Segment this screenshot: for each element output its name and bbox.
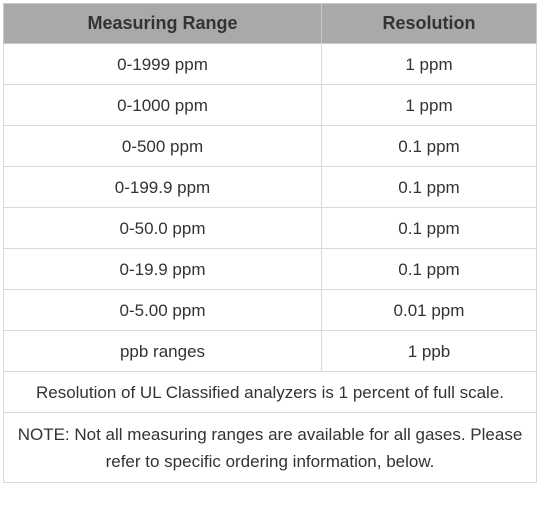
range-cell: 0-199.9 ppm bbox=[4, 167, 322, 208]
resolution-cell: 0.1 ppm bbox=[322, 126, 537, 167]
table-row bbox=[4, 85, 537, 126]
range-cell: 0-1999 ppm bbox=[4, 44, 322, 85]
table-row bbox=[4, 208, 537, 249]
range-cell: 0-1000 ppm bbox=[4, 85, 322, 126]
spec-table-container bbox=[3, 3, 536, 483]
range-cell: ppb ranges bbox=[4, 331, 322, 372]
table-row bbox=[4, 290, 537, 331]
resolution-cell: 1 ppb bbox=[322, 331, 537, 372]
resolution-cell: 0.01 ppm bbox=[322, 290, 537, 331]
header-measuring-range: Measuring Range bbox=[4, 4, 322, 44]
table-header-row bbox=[4, 4, 537, 44]
range-cell: 0-5.00 ppm bbox=[4, 290, 322, 331]
table-row bbox=[4, 44, 537, 85]
range-cell: 0-50.0 ppm bbox=[4, 208, 322, 249]
resolution-cell: 1 ppm bbox=[322, 44, 537, 85]
table-row bbox=[4, 167, 537, 208]
table-row bbox=[4, 249, 537, 290]
note-availability: NOTE: Not all measuring ranges are available for all gases. Please refer to specific ordering information, below. bbox=[4, 413, 537, 483]
resolution-cell: 1 ppm bbox=[322, 85, 537, 126]
range-cell: 0-500 ppm bbox=[4, 126, 322, 167]
resolution-cell: 0.1 ppm bbox=[322, 167, 537, 208]
range-cell: 0-19.9 ppm bbox=[4, 249, 322, 290]
resolution-cell: 0.1 ppm bbox=[322, 208, 537, 249]
measuring-range-table bbox=[3, 3, 537, 483]
resolution-cell: 0.1 ppm bbox=[322, 249, 537, 290]
note-row-availability bbox=[4, 413, 537, 483]
header-resolution: Resolution bbox=[322, 4, 537, 44]
note-row-ul-classified bbox=[4, 372, 537, 413]
table-row bbox=[4, 331, 537, 372]
note-ul-classified: Resolution of UL Classified analyzers is 1 percent of full scale. bbox=[4, 372, 537, 413]
table-row bbox=[4, 126, 537, 167]
